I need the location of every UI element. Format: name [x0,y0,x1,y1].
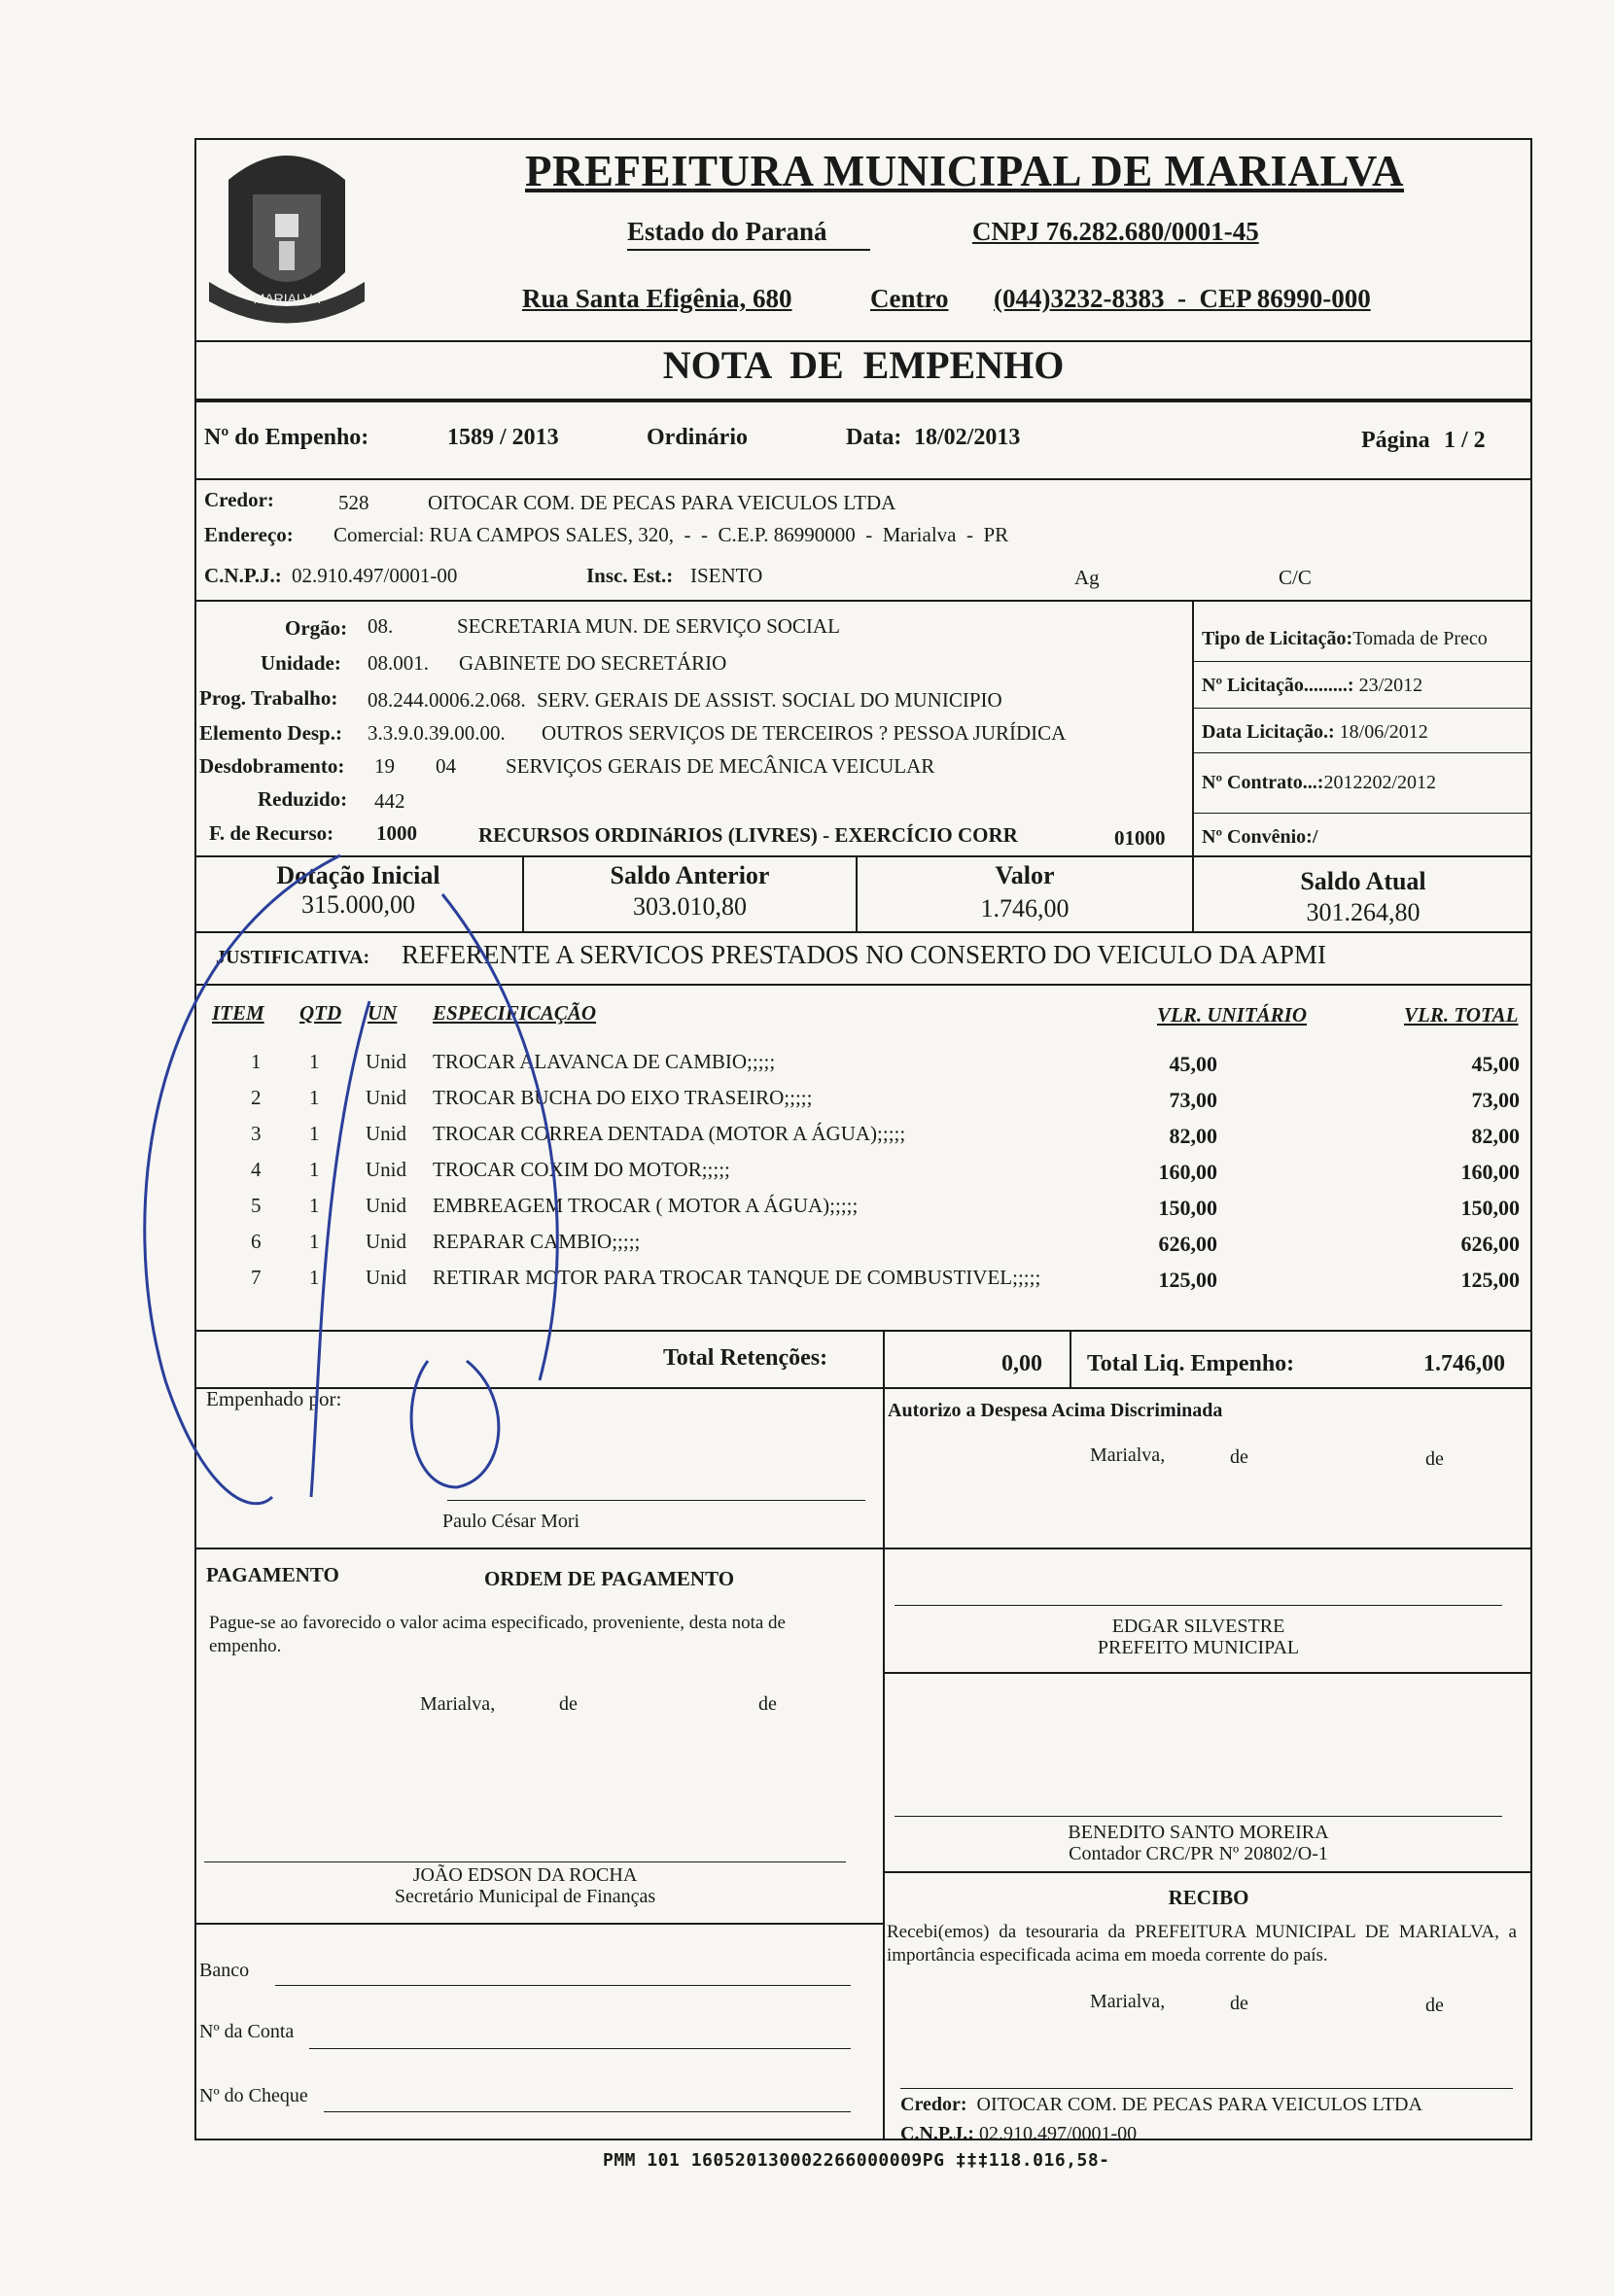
convenio-label: Nº Convênio:/ [1202,826,1318,848]
fonte-name: RECURSOS ORDINáRIOS (LIVRES) - EXERCÍCIO CORR [478,823,1018,847]
item-unit: Unid [366,1194,406,1217]
prefeito-name: EDGAR SILVESTRE [1111,1616,1285,1637]
item-qtd: 1 [309,1230,320,1253]
unidade-name: GABINETE DO SECRETÁRIO [459,651,727,675]
pagamento-de2: de [758,1693,777,1715]
retencoes-label: Total Retenções: [663,1345,828,1371]
prog-name: SERV. GERAIS DE ASSIST. SOCIAL DO MUNICIPIO [537,688,1002,712]
item-unit-price: 125,00 [1158,1268,1217,1292]
recibo-de2: de [1425,1995,1444,2016]
item-total-price: 160,00 [1460,1160,1520,1184]
item-description: TROCAR COXIM DO MOTOR;;;;; [433,1158,730,1181]
empenhado-name: Paulo César Mori [442,1511,580,1532]
contador-name: BENEDITO SANTO MOREIRA [1068,1822,1329,1843]
item-qtd: 1 [309,1194,320,1217]
unidade-label: Unidade: [261,651,341,675]
item-number: 1 [251,1050,262,1073]
item-unit: Unid [366,1086,406,1109]
header-cnpj: CNPJ 76.282.680/0001-45 [972,217,1259,246]
creditor-label: Credor: [204,488,274,511]
item-unit: Unid [366,1122,406,1145]
recibo-de1: de [1230,1993,1248,2014]
item-unit: Unid [366,1050,406,1073]
page-label: Página [1361,428,1430,453]
item-total-price: 626,00 [1460,1232,1520,1256]
item-description: RETIRAR MOTOR PARA TROCAR TANQUE DE COMBUSTIVEL;;;;; [433,1266,1041,1289]
recibo-city: Marialva, [1090,1991,1166,2012]
liq-empenho-label: Total Liq. Empenho: [1087,1351,1295,1376]
item-unit-price: 82,00 [1169,1124,1217,1148]
cheque-label: Nº do Cheque [199,2085,308,2106]
autorizo-city: Marialva, [1090,1444,1166,1466]
creditor-name: OITOCAR COM. DE PECAS PARA VEICULOS LTDA [428,491,896,514]
empenho-number: 1589 / 2013 [447,425,559,450]
num-licitacao: Nº Licitação.........: 23/2012 [1202,675,1423,696]
cnpj-label: C.N.P.J.: [204,564,282,587]
valor-value: 1.746,00 [980,894,1070,922]
item-description: REPARAR CAMBIO;;;;; [433,1230,641,1253]
item-number: 5 [251,1194,262,1217]
item-description: EMBREAGEM TROCAR ( MOTOR A ÁGUA);;;;; [433,1194,859,1217]
item-total-price: 82,00 [1471,1124,1520,1148]
fonte-extra: 01000 [1114,826,1166,850]
empenho-type: Ordinário [647,425,749,450]
unidade-code: 08.001. [368,651,429,675]
prefeito-title: PREFEITO MUNICIPAL [1097,1637,1300,1658]
header-district: Centro [870,284,949,313]
item-qtd: 1 [309,1158,320,1181]
col-qtd: QTD [299,1001,342,1025]
address-label: Endereço: [204,523,294,546]
item-unit-price: 160,00 [1158,1160,1217,1184]
col-item: ITEM [212,1001,264,1025]
header-state: Estado do Paraná [627,217,827,246]
prog-code: 08.244.0006.2.068. [368,688,526,712]
pagamento-de1: de [559,1693,578,1715]
liq-empenho-value: 1.746,00 [1423,1351,1505,1376]
header-address: Rua Santa Efigênia, 680 [522,284,792,313]
insc-label: Insc. Est.: [586,564,674,587]
autorizo-text: Autorizo a Despesa Acima Discriminada [888,1400,1223,1421]
item-number: 3 [251,1122,262,1145]
contador-title: Contador CRC/PR Nº 20802/O-1 [1069,1843,1328,1864]
orgao-label: Orgão: [285,616,348,640]
reduzido-value: 442 [374,789,405,813]
dotacao-value: 315.000,00 [301,890,415,919]
item-unit: Unid [366,1230,406,1253]
item-total-price: 150,00 [1460,1196,1520,1220]
municipal-crest-logo [199,136,374,335]
ag-label: Ag [1074,566,1100,589]
ordem-pagamento-title: ORDEM DE PAGAMENTO [484,1567,735,1590]
item-qtd: 1 [309,1266,320,1289]
pagamento-title: PAGAMENTO [206,1563,339,1586]
item-unit: Unid [366,1158,406,1181]
orgao-code: 08. [368,614,394,638]
data-licitacao: Data Licitação.: 18/06/2012 [1202,721,1428,743]
item-number: 6 [251,1230,262,1253]
item-qtd: 1 [309,1122,320,1145]
item-total-price: 125,00 [1460,1268,1520,1292]
pagamento-city: Marialva, [420,1693,496,1715]
empenho-date: 18/02/2013 [914,425,1021,450]
recibo-text: Recebi(emos) da tesouraria da PREFEITURA MUNICIPAL DE MARIALVA, a importância especificada acima em moeda corrente do país. [887,1922,1517,1966]
col-vlr-total: VLR. TOTAL [1404,1003,1519,1026]
item-number: 2 [251,1086,262,1109]
creditor-insc: ISENTO [690,564,763,587]
tipo-licitacao-label: Tipo de Licitação:Tomada de Preco [1202,628,1488,649]
item-description: TROCAR BUCHA DO EIXO TRASEIRO;;;;; [433,1086,813,1109]
valor-label: Valor [995,861,1055,889]
retencoes-value: 0,00 [1001,1351,1042,1376]
desd-label: Desdobramento: [199,754,345,778]
secretario-title: Secretário Municipal de Finanças [394,1886,656,1907]
item-qtd: 1 [309,1086,320,1109]
creditor-code: 528 [338,491,369,514]
desd-name: SERVIÇOS GERAIS DE MECÂNICA VEICULAR [506,754,935,778]
justificativa-label: JUSTIFICATIVA: [216,947,370,968]
col-vlr-unitario: VLR. UNITÁRIO [1157,1003,1308,1026]
item-unit-price: 626,00 [1158,1232,1217,1256]
item-total-price: 45,00 [1471,1052,1520,1076]
creditor-cnpj: 02.910.497/0001-00 [292,564,458,587]
dotacao-label: Dotação Inicial [276,861,440,889]
desd-code2: 04 [436,754,456,778]
desd-code1: 19 [374,754,395,778]
item-unit-price: 150,00 [1158,1196,1217,1220]
creditor-address: Comercial: RUA CAMPOS SALES, 320, - - C.E.P. 86990000 - Marialva - PR [333,523,1009,546]
header-title: PREFEITURA MUNICIPAL DE MARIALVA [525,147,1405,195]
justificativa-text: REFERENTE A SERVICOS PRESTADOS NO CONSERTO DO VEICULO DA APMI [402,940,1326,969]
elem-name: OUTROS SERVIÇOS DE TERCEIROS ? PESSOA JURÍDICA [542,721,1067,745]
page-number: 1 / 2 [1444,428,1486,453]
header-phone-cep: (044)3232-8383 - CEP 86990-000 [994,284,1371,313]
banco-label: Banco [199,1960,250,1981]
recibo-cnpj: C.N.P.J.: 02.910.497/0001-00 [900,2123,1138,2144]
item-total-price: 73,00 [1471,1088,1520,1112]
saldo-atual-label: Saldo Atual [1300,867,1426,895]
reduzido-label: Reduzido: [258,787,348,811]
item-description: TROCAR CORREA DENTADA (MOTOR A ÁGUA);;;;; [433,1122,906,1145]
col-especificacao: ESPECIFICAÇÃO [433,1001,597,1025]
document-title: NOTA DE EMPENHO [662,343,1065,387]
item-unit-price: 73,00 [1169,1088,1217,1112]
orgao-name: SECRETARIA MUN. DE SERVIÇO SOCIAL [457,614,840,638]
pague-text: Pague-se ao favorecido o valor acima especificado, proveniente, desta nota de empenho. [209,1613,786,1656]
item-qtd: 1 [309,1050,320,1073]
saldo-anterior-label: Saldo Anterior [610,861,770,889]
item-unit: Unid [366,1266,406,1289]
item-number: 7 [251,1266,262,1289]
elem-code: 3.3.9.0.39.00.00. [368,721,506,745]
contrato: Nº Contrato...:2012202/2012 [1202,772,1437,793]
empenhado-label: Empenhado por: [206,1387,342,1410]
recibo-title: RECIBO [1168,1886,1249,1909]
prog-label: Prog. Trabalho: [199,686,338,710]
empenho-label: Nº do Empenho: [204,425,369,450]
fonte-code: 1000 [376,821,417,845]
item-number: 4 [251,1158,262,1181]
item-unit-price: 45,00 [1169,1052,1217,1076]
item-description: TROCAR ALAVANCA DE CAMBIO;;;;; [433,1050,776,1073]
autorizo-de2: de [1425,1448,1444,1470]
conta-label: Nº da Conta [199,2021,295,2042]
fonte-label: F. de Recurso: [209,821,334,845]
empenho-date-label: Data: [846,425,902,450]
svg-text:MARIALVA: MARIALVA [253,291,321,306]
saldo-anterior-value: 303.010,80 [633,892,747,921]
autorizo-de1: de [1230,1446,1248,1468]
footer-code: PMM 101 160520130002266000009PG ‡‡‡118.016,58- [603,2150,1110,2171]
cc-label: C/C [1279,566,1312,589]
col-un: UN [368,1001,398,1025]
elem-label: Elemento Desp.: [199,721,342,745]
recibo-credor: Credor: OITOCAR COM. DE PECAS PARA VEICULOS LTDA [900,2094,1422,2115]
saldo-atual-value: 301.264,80 [1306,898,1421,926]
secretario-name: JOÃO EDSON DA ROCHA [412,1864,638,1886]
